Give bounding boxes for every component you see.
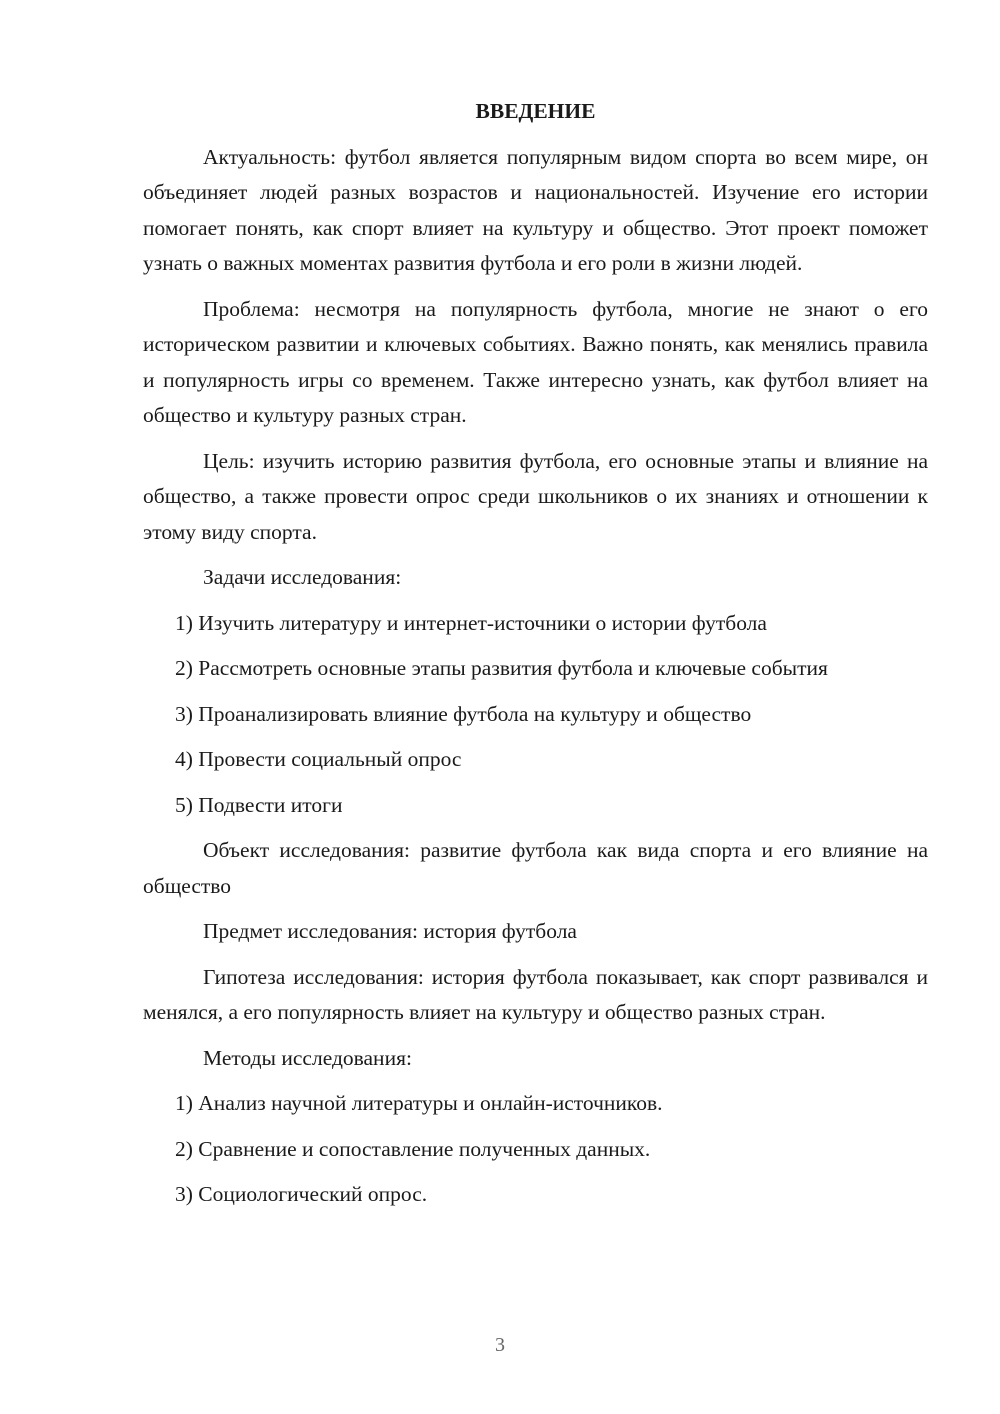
method-item: 2) Сравнение и сопоставление полученных данных. — [175, 1136, 651, 1161]
subject-paragraph: Предмет исследования: история футбола — [203, 919, 577, 943]
section-title: ВВЕДЕНИЕ — [475, 99, 596, 123]
document-page — [143, 94, 928, 1223]
hypothesis-paragraph: Гипотеза исследования: история футбола показывает, как спорт развивался и менялся, а его популярность влияет на культуру и общество разных стран. — [143, 964, 928, 1024]
task-item: 4) Провести социальный опрос — [175, 747, 462, 771]
problem-paragraph: Проблема: несмотря на популярность футбола, многие не знают о его историческом развитии и ключевых событиях. Важно понять, как менялись правила и популярность игры со временем. Также интересно узнать, как футбол влияет на общество и культуру разных стран. — [143, 296, 928, 427]
goal-paragraph: Цель: изучить историю развития футбола, его основные этапы и влияние на общество, а также провести опрос среди школьников о их знаниях и отношении к этому виду спорта. — [143, 448, 928, 544]
object-paragraph: Объект исследования: развитие футбола как вида спорта и его влияние на общество — [143, 838, 928, 898]
task-item: 1) Изучить литературу и интернет-источники о истории футбола — [175, 610, 767, 635]
task-item: 2) Рассмотреть основные этапы развития футбола и ключевые события — [175, 656, 828, 680]
task-item: 3) Проанализировать влияние футбола на культуру и общество — [175, 701, 752, 726]
tasks-heading: Задачи исследования: — [203, 565, 402, 589]
method-item: 3) Социологический опрос. — [175, 1182, 428, 1206]
page-number: 3 — [495, 1334, 505, 1356]
method-item: 1) Анализ научной литературы и онлайн-источников. — [175, 1091, 663, 1115]
task-item: 5) Подвести итоги — [175, 792, 343, 817]
methods-heading: Методы исследования: — [203, 1045, 412, 1070]
relevance-paragraph: Актуальность: футбол является популярным видом спорта во всем мире, он объединяет людей разных возрастов и национальностей. Изучение его истории помогает понять, как спорт влияет на культуру и общество. Этот проект поможет узнать о важных моментах развития футбола и его роли в жизни людей. — [143, 144, 928, 275]
